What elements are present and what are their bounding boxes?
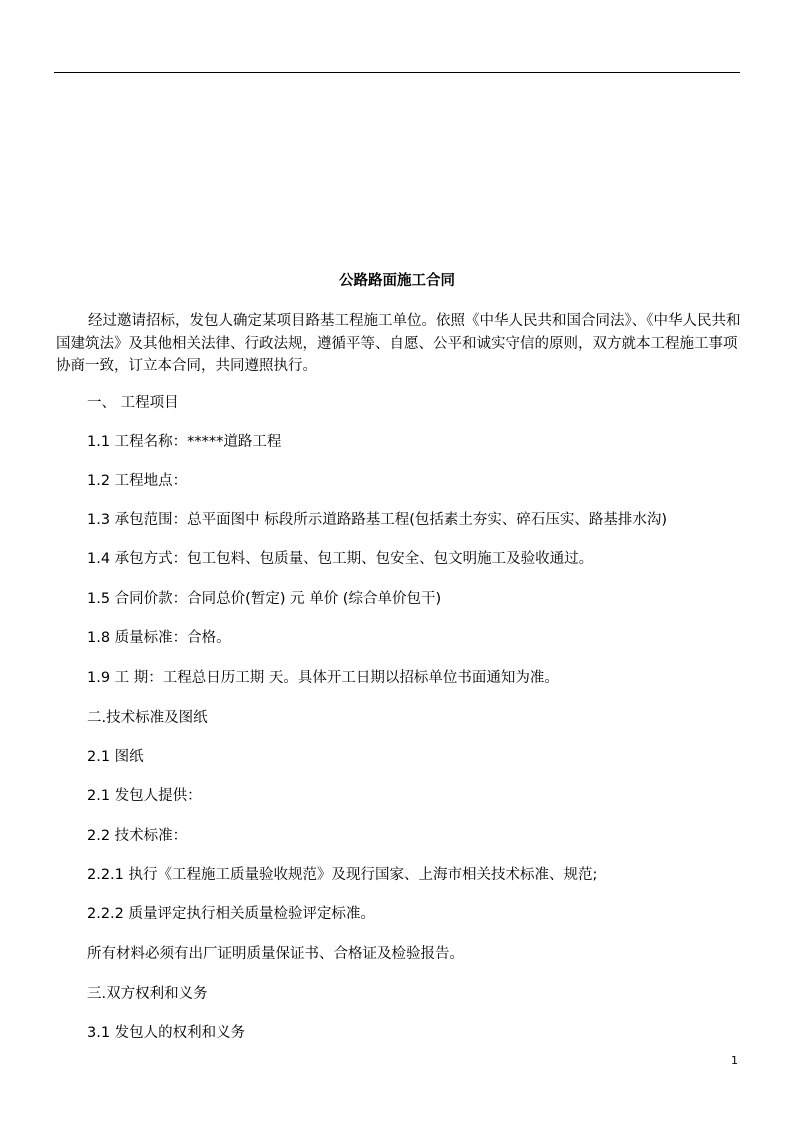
section-heading-3: 三.双方权利和义务: [87, 986, 208, 1002]
clause-1-8: 1.8 质量标准：合格。: [87, 630, 231, 646]
clause-1-2: 1.2 工程地点：: [87, 473, 188, 489]
clause-1-9: 1.9 工 期：工程总日历工期 天。具体开工日期以招标单位书面通知为准。: [87, 670, 559, 686]
clause-2-1-provider: 2.1 发包人提供：: [87, 788, 202, 804]
clause-1-4: 1.4 承包方式：包工包料、包质量、包工期、包安全、包文明施工及验收通过。: [87, 551, 594, 567]
materials-note: 所有材料必须有出厂证明质量保证书、合格证及检验报告。: [87, 946, 464, 962]
clause-1-5: 1.5 合同价款：合同总价(暂定) 元 单价 (综合单价包干): [87, 591, 442, 607]
section-heading-2: 二.技术标准及图纸: [87, 710, 208, 726]
intro-paragraph: 经过邀请招标，发包人确定某项目路基工程施工单位。依照《中华人民共和国合同法》、《中华人民共和国建筑法》及其他相关法律、行政法规，遵循平等、自愿、公平和诚实守信的原则，双方就本工程施工事项协商一致，订立本合同，共同遵照执行。: [56, 313, 741, 374]
clause-2-2-1: 2.2.1 执行《工程施工质量验收规范》及现行国家、上海市相关技术标准、规范;: [87, 867, 598, 883]
clause-2-1-drawings: 2.1 图纸: [87, 749, 144, 765]
clause-2-2: 2.2 技术标准：: [87, 828, 188, 844]
section-heading-1: 一、 工程项目: [87, 395, 179, 411]
clause-1-1: 1.1 工程名称：*****道路工程: [87, 434, 282, 450]
document-title: 公路路面施工合同: [339, 273, 455, 289]
page-number: 1: [731, 1054, 738, 1067]
header-rule: [54, 72, 740, 73]
clause-3-1: 3.1 发包人的权利和义务: [87, 1025, 246, 1041]
clause-1-3: 1.3 承包范围：总平面图中 标段所示道路路基工程(包括素土夯实、碎石压实、路基排水沟): [87, 512, 668, 528]
clause-2-2-2: 2.2.2 质量评定执行相关质量检验评定标准。: [87, 906, 376, 922]
